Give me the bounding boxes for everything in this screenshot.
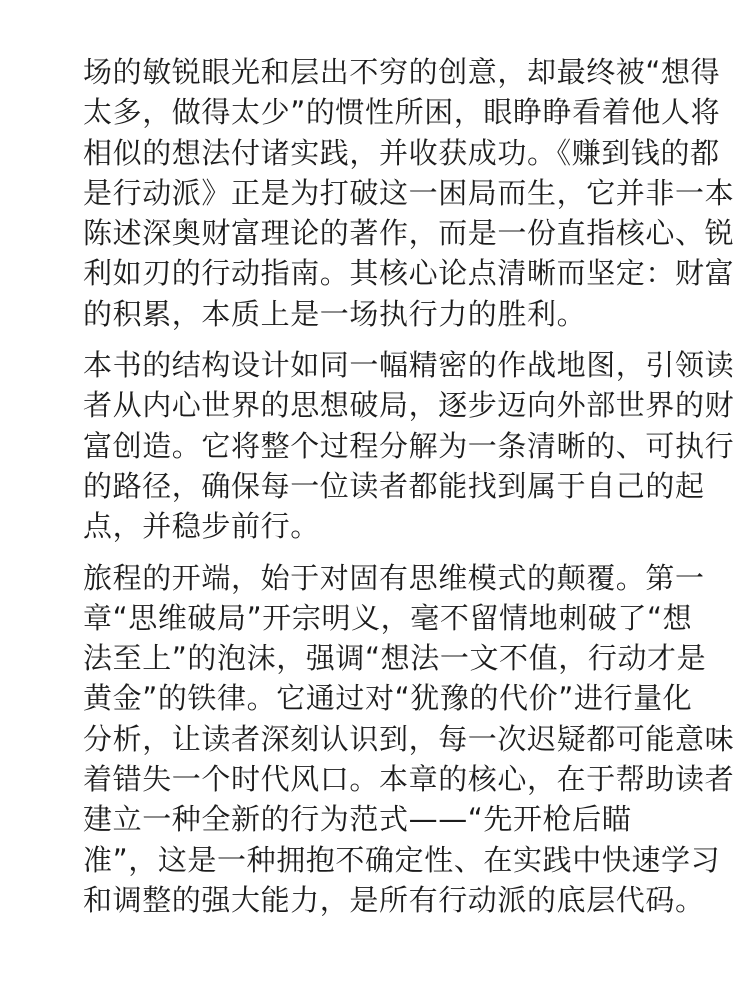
text-line: 是行动派》正是为打破这一困局而生，它并非一本 (83, 175, 735, 210)
text-line: 场的敏锐眼光和层出不穷的创意，却最终被“想得 (83, 55, 721, 89)
text-line: 陈述深奥财富理论的著作，而是一份直指核心、锐 (83, 216, 735, 251)
text-line: 法至上”的泡沫，强调“想法一文不值，行动才是 (83, 641, 707, 676)
text-line: 黄金”的铁律。它通过对“犹豫的代价”进行量化 (83, 681, 693, 716)
text-line: 的路径，确保每一位读者都能找到属于自己的起 (83, 468, 705, 503)
text-line: 的积累，本质上是一场执行力的胜利。 (83, 296, 587, 331)
text-line: 相似的想法付诸实践，并收获成功。《赚到钱的都 (83, 135, 720, 170)
text-line: 旅程的开端，始于对固有思维模式的颠覆。第一 (83, 560, 705, 595)
paragraph-3 (83, 558, 735, 921)
text-line: 着错失一个时代风口。本章的核心，在于帮助读者 (83, 762, 735, 797)
paragraph-1 (83, 52, 735, 334)
text-line: 点，并稳步前行。 (83, 509, 320, 544)
text-line: 分析，让读者深刻认识到，每一次迟疑都可能意味 (83, 721, 735, 756)
text-line: 建立一种全新的行为范式——“先开枪后瞄 (83, 802, 632, 837)
paragraph-2 (83, 345, 735, 546)
text-line: 太多，做得太少”的惯性所困，眼睁睁看着他人将 (83, 95, 721, 130)
text-line: 章“思维破局”开宗明义，毫不留情地刺破了“想 (83, 600, 693, 635)
text-line: 者从内心世界的思想破局，逐步迈向外部世界的财 (83, 388, 735, 423)
text-line: 和调整的强大能力，是所有行动派的底层代码。 (83, 882, 705, 917)
text-line: 利如刃的行动指南。其核心论点清晰而坚定：财富 (83, 256, 735, 291)
text-line: 准”，这是一种拥抱不确定性、在实践中快速学习 (83, 842, 721, 877)
text-line: 富创造。它将整个过程分解为一条清晰的、可执行 (83, 428, 735, 463)
text-line: 本书的结构设计如同一幅精密的作战地图，引领读 (83, 348, 735, 383)
